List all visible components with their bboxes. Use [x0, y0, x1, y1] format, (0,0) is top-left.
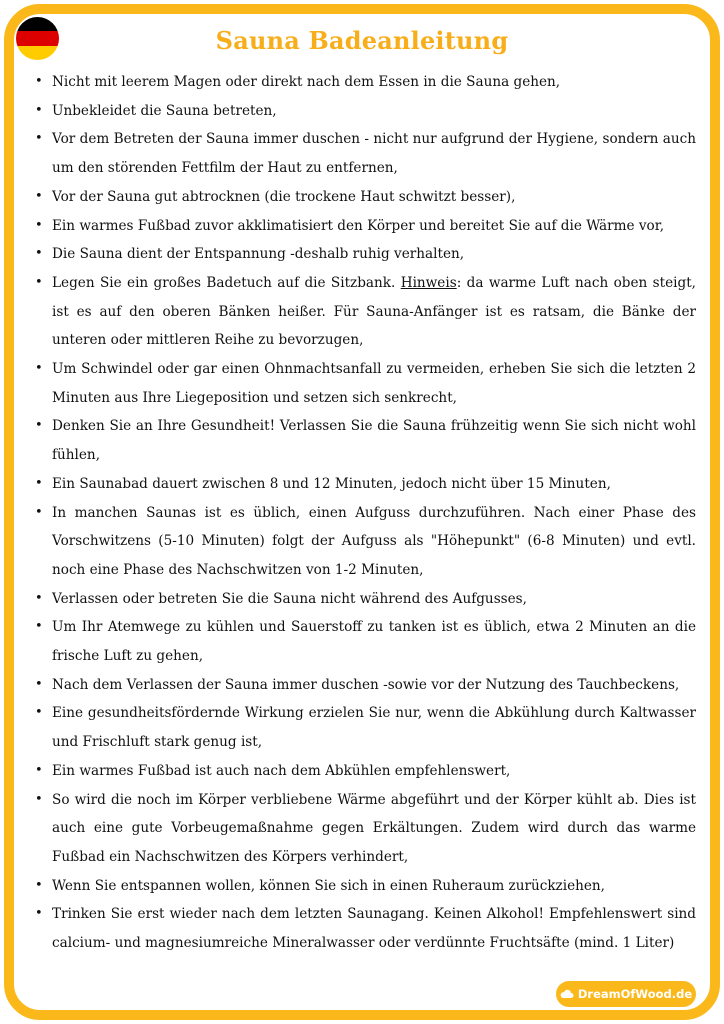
bullet-icon: •	[35, 877, 43, 893]
rule-text: Um Ihr Atemwege zu kühlen und Sauerstoff zu tanken ist es üblich, etwa 2 Minuten an die frische Luft zu gehen,	[52, 619, 696, 665]
bullet-icon: •	[35, 102, 43, 118]
rule-item	[34, 757, 696, 786]
rule-item	[34, 183, 696, 212]
rule-item	[34, 585, 696, 614]
rule-item	[34, 900, 696, 957]
rule-text: Ein Saunabad dauert zwischen 8 und 12 Minuten, jedoch nicht über 15 Minuten,	[52, 475, 611, 492]
rule-item	[34, 872, 696, 901]
bullet-icon: •	[35, 246, 43, 262]
rule-item	[34, 97, 696, 126]
rule-text: Nicht mit leerem Magen oder direkt nach dem Essen in die Sauna gehen,	[52, 74, 561, 90]
rule-text: Ein warmes Fußbad zuvor akklimatisiert den Körper und bereitet Sie auf die Wärme vor,	[52, 217, 665, 234]
bullet-icon: •	[35, 590, 43, 606]
bullet-icon: •	[35, 131, 43, 147]
rule-item	[34, 499, 696, 585]
rule-text-end: : da warme Luft nach oben steigt, ist es auf den oberen Bänken heißer. Für Sauna-Anfänger ist es ratsam, die Bänke der unteren oder mittleren Reihe zu bevorzugen,	[52, 274, 696, 349]
bullet-icon: •	[35, 791, 43, 807]
rule-text: Eine gesundheitsfördernde Wirkung erzielen Sie nur, wenn die Abkühlung durch Kaltwasser und Frischluft stark genug ist,	[52, 705, 696, 751]
rule-text: In manchen Saunas ist es üblich, einen Aufguss durchzuführen. Nach einer Phase des Vorschwitzens (5-10 Minuten) folgt der Aufguss als "Höhepunkt" (6-8 Minuten) und evtl. noch eine Phase des Nachschwitzen von 1-2 Minuten,	[52, 504, 696, 578]
bullet-icon: •	[35, 274, 43, 290]
rule-item	[34, 355, 696, 412]
bullet-icon: •	[35, 361, 43, 377]
hint-label: Hinweis	[400, 274, 457, 291]
rule-text: Nach dem Verlassen der Sauna immer duschen -sowie vor der Nutzung des Tauchbeckens,	[52, 676, 680, 693]
rule-item	[34, 212, 696, 241]
rule-text: Die Sauna dient der Entspannung -deshalb ruhig verhalten,	[52, 246, 465, 263]
rules-list	[34, 68, 696, 958]
rule-text: Um Schwindel oder gar einen Ohnmachtsanfall zu vermeiden, erheben Sie sich die letzten 2 Minuten aus Ihre Liegeposition und setzen sich senkrecht,	[52, 361, 696, 406]
rule-text: Wenn Sie entspannen wollen, können Sie sich in einen Ruheraum zurückziehen,	[52, 877, 605, 894]
bullet-icon: •	[35, 705, 43, 721]
rule-text: Ein warmes Fußbad ist auch nach dem Abkühlen empfehlenswert,	[52, 762, 511, 779]
brand-badge[interactable]	[556, 981, 696, 1007]
rule-text: Denken Sie an Ihre Gesundheit! Verlassen Sie die Sauna frühzeitig wenn Sie sich nicht wohl fühlen,	[52, 418, 696, 464]
rule-item	[34, 68, 696, 97]
rule-text-start: Legen Sie ein großes Badetuch auf die Sitzbank.	[52, 274, 401, 291]
bullet-icon: •	[35, 74, 43, 89]
rule-item	[34, 613, 696, 670]
bullet-icon: •	[35, 418, 43, 434]
rule-item	[34, 412, 696, 469]
bullet-icon: •	[35, 188, 43, 204]
bullet-icon: •	[35, 217, 43, 233]
bullet-icon: •	[35, 762, 43, 778]
rule-item	[34, 269, 696, 355]
rule-item	[34, 671, 696, 700]
bullet-icon: •	[35, 504, 43, 520]
rule-item	[34, 470, 696, 499]
bullet-icon: •	[35, 676, 43, 692]
rule-text: Verlassen oder betreten Sie die Sauna nicht während des Aufgusses,	[52, 590, 527, 607]
sauna-cloud-icon	[560, 989, 574, 999]
rule-text: Vor der Sauna gut abtrocknen (die trockene Haut schwitzt besser),	[52, 188, 516, 205]
rule-text: Trinken Sie erst wieder nach dem letzten Saunagang. Keinen Alkohol! Empfehlenswert sind calcium- und magnesiumreiche Mineralwasser oder verdünnte Fruchtsäfte (mind. 1 Liter)	[52, 906, 696, 952]
page-title: Sauna Badeanleitung	[215, 26, 509, 55]
bullet-icon: •	[35, 475, 43, 491]
rule-text: Unbekleidet die Sauna betreten,	[52, 102, 277, 119]
bullet-icon: •	[35, 619, 43, 635]
rule-item	[34, 786, 696, 872]
rule-text: Vor dem Betreten der Sauna immer duschen - nicht nur aufgrund der Hygiene, sondern auch um den störenden Fettfilm der Haut zu entfernen,	[52, 131, 696, 177]
rule-item	[34, 699, 696, 756]
brand-label: DreamOfWood.de	[577, 987, 693, 1001]
bullet-icon: •	[35, 906, 43, 922]
rule-text: So wird die noch im Körper verbliebene Wärme abgeführt und der Körper kühlt ab. Dies ist auch eine gute Vorbeugemaßnahme gegen Erkältungen. Zudem wird durch das warme Fußbad ein Nachschwitzen des Körpers verhindert,	[52, 791, 696, 865]
rule-item	[34, 240, 696, 269]
rule-item	[34, 125, 696, 182]
